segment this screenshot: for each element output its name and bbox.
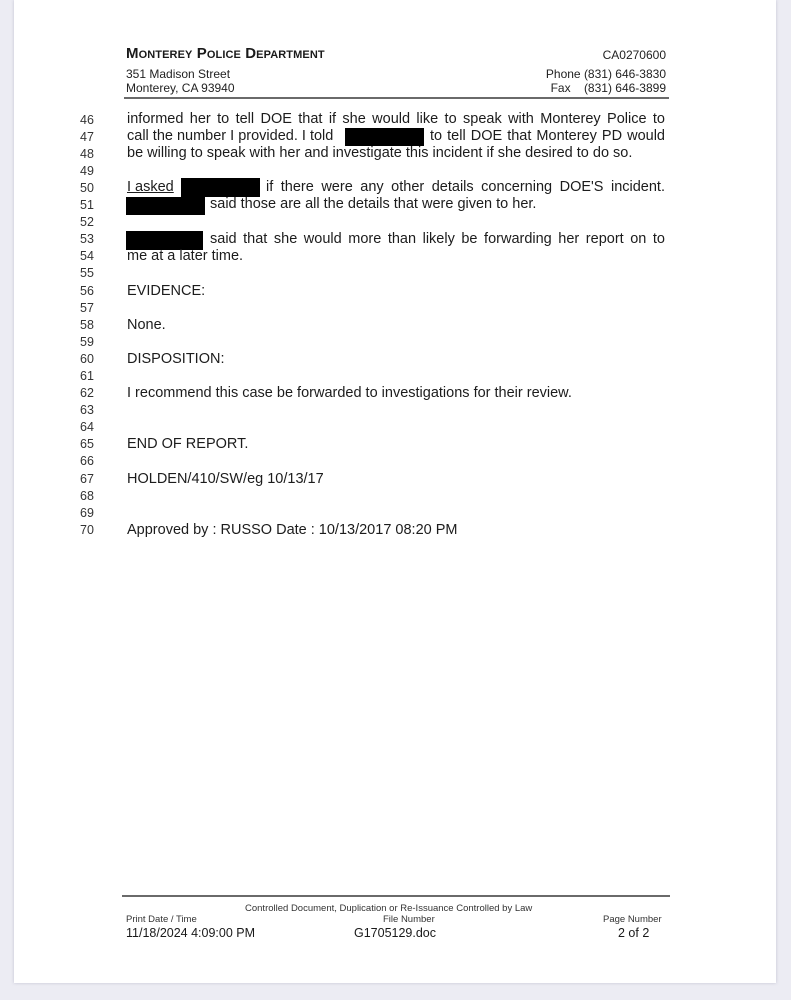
line-number: 64 — [80, 420, 94, 434]
line-number: 46 — [80, 113, 94, 127]
fax-number: (831) 646-3899 — [583, 81, 666, 95]
report-line-54: me at a later time. — [127, 248, 244, 264]
report-line-46: informed her to tell DOE that if she would like to speak with Monterey Police to — [127, 111, 665, 127]
line-number: 51 — [80, 198, 94, 212]
end-of-report: END OF REPORT. — [127, 436, 249, 452]
department-name: Monterey Police Department — [126, 45, 325, 62]
line-number: 47 — [80, 130, 94, 144]
evidence-value: None. — [127, 317, 166, 333]
line-number: 55 — [80, 266, 94, 280]
page-number-label: Page Number — [603, 914, 662, 925]
officer-signature: HOLDEN/410/SW/eg 10/13/17 — [127, 471, 324, 487]
line-number: 69 — [80, 506, 94, 520]
header-divider — [124, 97, 669, 99]
fax-row — [551, 81, 666, 95]
line-number: 63 — [80, 403, 94, 417]
footer-divider — [122, 895, 670, 897]
report-line-50a: I asked — [127, 179, 174, 195]
evidence-heading: EVIDENCE: — [127, 283, 206, 299]
redaction-box — [345, 128, 424, 146]
report-line-50b: if there were any other details concerning DOE'S incident. — [266, 179, 665, 195]
line-number: 53 — [80, 232, 94, 246]
print-date-label: Print Date / Time — [126, 914, 197, 925]
line-number: 61 — [80, 369, 94, 383]
disposition-heading: DISPOSITION: — [127, 351, 225, 367]
fax-label: Fax — [550, 81, 571, 95]
phone-row — [546, 67, 666, 81]
address-line-2: Monterey, CA 93940 — [126, 81, 235, 95]
line-number: 56 — [80, 284, 94, 298]
controlled-notice: Controlled Document, Duplication or Re-Issuance Controlled by Law — [245, 903, 533, 914]
document-page — [14, 0, 776, 983]
line-number: 57 — [80, 301, 94, 315]
line-number: 52 — [80, 215, 94, 229]
line-number: 48 — [80, 147, 94, 161]
line-number: 49 — [80, 164, 94, 178]
line-number: 50 — [80, 181, 94, 195]
print-date-value: 11/18/2024 4:09:00 PM — [126, 926, 256, 940]
report-line-53: said that she would more than likely be forwarding her report on to — [210, 231, 665, 247]
phone-number: (831) 646-3830 — [583, 67, 666, 81]
approval-line: Approved by : RUSSO Date : 10/13/2017 08:20 PM — [127, 522, 458, 538]
line-number: 62 — [80, 386, 94, 400]
file-number-label: File Number — [383, 914, 435, 925]
line-number: 67 — [80, 472, 94, 486]
line-number: 59 — [80, 335, 94, 349]
report-line-47b: to tell DOE that Monterey PD would — [430, 128, 665, 144]
page-number-value: 2 of 2 — [618, 926, 650, 940]
redaction-box — [126, 197, 205, 215]
report-line-48: be willing to speak with her and investigate this incident if she desired to do so. — [127, 145, 633, 161]
line-number: 68 — [80, 489, 94, 503]
line-number: 65 — [80, 437, 94, 451]
line-number: 58 — [80, 318, 94, 332]
file-number-value: G1705129.doc — [354, 926, 437, 940]
line-number: 60 — [80, 352, 94, 366]
agency-id: CA0270600 — [602, 48, 666, 62]
report-line-51: said those are all the details that were given to her. — [210, 196, 537, 212]
redaction-box — [181, 178, 260, 197]
phone-label: Phone — [545, 67, 581, 81]
line-number: 66 — [80, 454, 94, 468]
line-number: 54 — [80, 249, 94, 263]
line-number: 70 — [80, 523, 94, 537]
report-line-47a: call the number I provided. I told — [127, 128, 334, 144]
address-line-1: 351 Madison Street — [126, 67, 231, 81]
disposition-text: I recommend this case be forwarded to investigations for their review. — [127, 385, 572, 401]
